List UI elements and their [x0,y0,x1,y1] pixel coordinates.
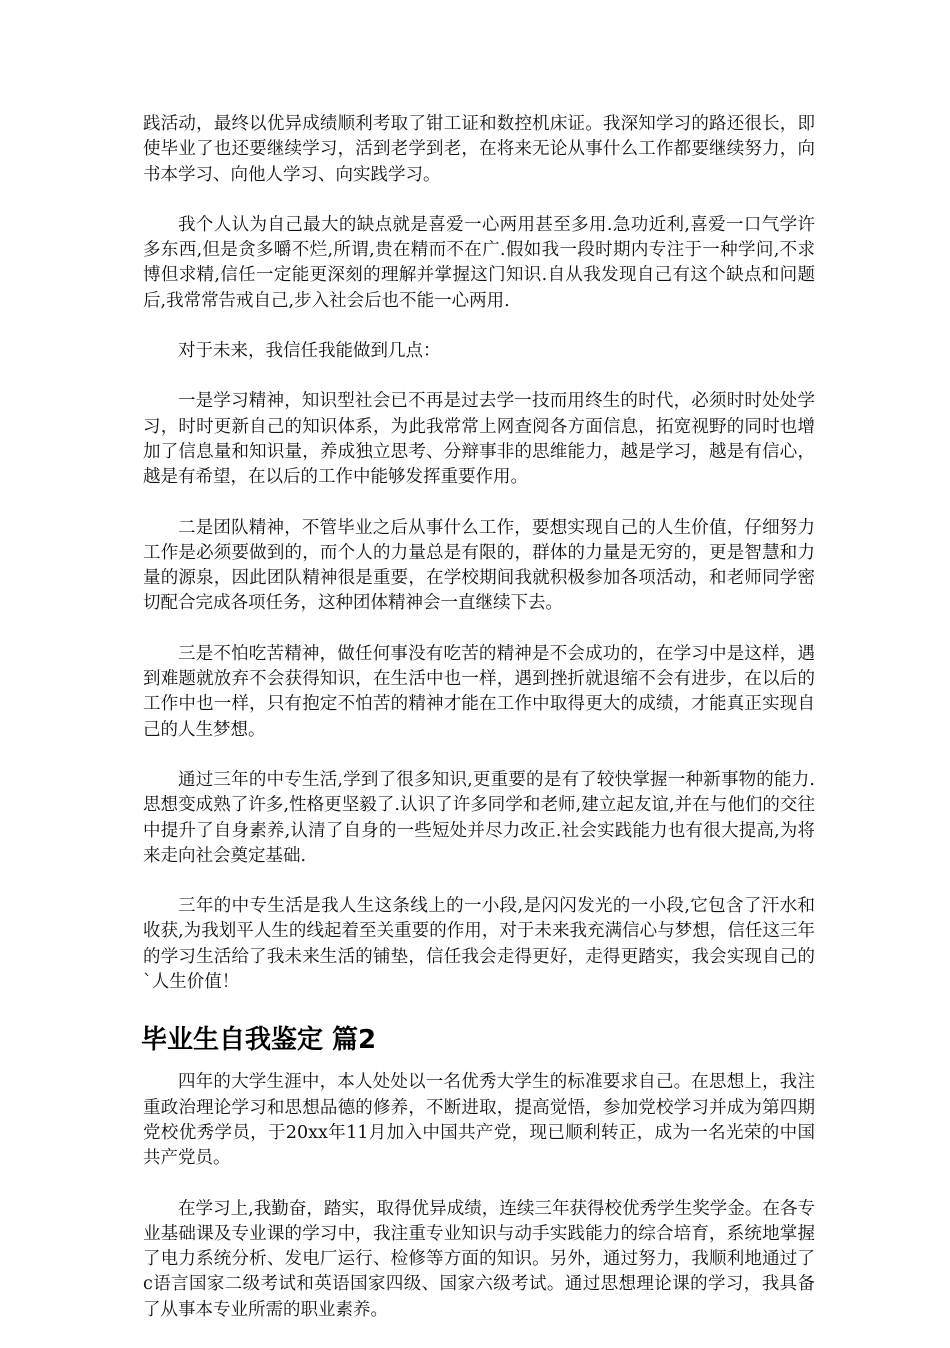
paragraph-hardship-spirit: 三是不怕吃苦精神，做任何事没有吃苦的精神是不会成功的，在学习中是这样，遇到难题就放弃不会获得知识，在生活中也一样，遇到挫折就退缩不会有进步，在以后的工作中也一样，只有抱定不怕苦的精神才能在工作中取得更大的成绩，才能真正实现自己的人生梦想。 [143,643,815,740]
paragraph-future-intro: 对于未来，我信任我能做到几点： [178,341,441,362]
paragraph-learning-spirit: 一是学习精神，知识型社会已不再是过去学一技而用终生的时代，必须时时处处学习，时时更新自己的知识体系，为此我常常上网查阅各方面信息，拓宽视野的同时也增加了信息量和知识量，养成独立思考、分辩事非的思维能力，越是学习，越是有信心，越是有希望，在以后的工作中能够发挥重要作用。 [143,391,815,488]
paragraph-ideology: 四年的大学生涯中，本人处处以一名优秀大学生的标准要求自己。在思想上，我注重政治理论学习和思想品德的修养，不断进取，提高觉悟，参加党校学习并成为第四期党校优秀学员，于20xx年11月加入中国共产党，现已顺利转正，成为一名光荣的中国共产党员。 [143,1072,815,1169]
paragraph-team-spirit: 二是团队精神，不管毕业之后从事什么工作，要想实现自己的人生价值，仔细努力工作是必须要做到的，而个人的力量总是有限的，群体的力量是无穷的，更是智慧和力量的源泉，因此团队精神很是重要，在学校期间我就积极参加各项活动，和老师同学密切配合完成各项任务，这种团体精神会一直继续下去。 [143,517,815,614]
paragraph-conclusion: 三年的中专生活是我人生这条线上的一小段,是闪闪发光的一小段,它包含了汗水和收获,为我划平人生的线起着至关重要的作用，对于未来我充满信心与梦想，信任这三年的学习生活给了我未来生活的铺垫，信任我会走得更好，走得更踏实，我会实现自己的`人生价值！ [143,896,815,993]
paragraph-practice-summary: 践活动，最终以优异成绩顺利考取了钳工证和数控机床证。我深知学习的路还很长，即使毕业了也还要继续学习，活到老学到老，在将来无论从事什么工作都要继续努力，向书本学习、向他人学习、向实践学习。 [143,114,815,185]
paragraph-school-life-gains: 通过三年的中专生活,学到了很多知识,更重要的是有了较快掌握一种新事物的能力.思想变成熟了许多,性格更坚毅了.认识了许多同学和老师,建立起友谊,并在与他们的交往中提升了自身素养,认清了自身的一些短处并尽力改正.社会实践能力也有很大提高,为将来走向社会奠定基础. [143,769,815,866]
paragraph-study: 在学习上,我勤奋，踏实，取得优异成绩，连续三年获得校优秀学生奖学金。在各专业基础课及专业课的学习中，我注重专业知识与动手实践能力的综合培育，系统地掌握了电力系统分析、发电厂运行、检修等方面的知识。另外，通过努力，我顺利地通过了c语言国家二级考试和英语国家四级、国家六级考试。通过思想理论课的学习，我具备了从事本专业所需的职业素养。 [143,1198,815,1320]
paragraph-shortcomings: 我个人认为自己最大的缺点就是喜爱一心两用甚至多用.急功近利,喜爱一口气学许多东西,但是贪多嚼不烂,所谓,贵在精而不在广.假如我一段时期内专注于一种学问,不求博但求精,信任一定能更深刻的理解并掌握这门知识.自从我发现自己有这个缺点和问题后,我常常告戒自己,步入社会后也不能一心两用. [143,214,815,311]
document-page [143,112,815,1348]
section-title: 毕业生自我鉴定 篇2 [141,1025,377,1056]
